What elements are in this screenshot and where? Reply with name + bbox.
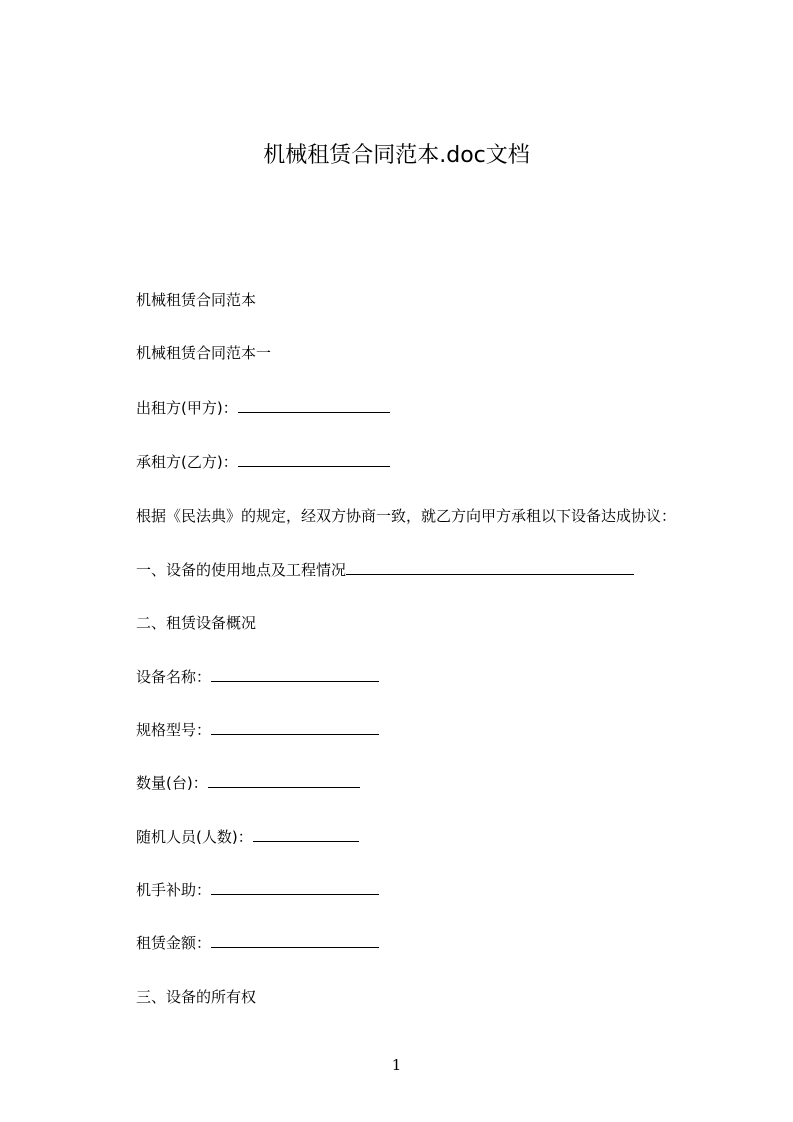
document-title: 机械租赁合同范本.doc文档 — [263, 143, 530, 168]
lessee-blank — [238, 451, 390, 467]
contract-heading — [136, 289, 256, 311]
operators-blank — [253, 826, 359, 842]
lessor-blank — [238, 397, 390, 413]
spec-model-label: 规格型号： — [136, 721, 212, 739]
contract-heading-text: 机械租赁合同范本 — [136, 291, 257, 309]
section-2-heading — [136, 612, 256, 634]
operators-line — [136, 826, 359, 848]
rental-amount-blank — [211, 932, 379, 948]
quantity-line — [136, 772, 360, 794]
contract-subheading — [136, 342, 271, 364]
quantity-label: 数量(台)： — [136, 774, 208, 792]
quantity-blank — [208, 772, 360, 788]
operators-label: 随机人员(人数)： — [136, 828, 253, 846]
lessee-line — [136, 451, 390, 473]
section-1-blank — [346, 559, 634, 575]
lessor-line — [136, 397, 390, 419]
section-3-heading — [136, 986, 256, 1008]
rental-amount-label: 租赁金额： — [136, 934, 212, 952]
rental-amount-line — [136, 932, 379, 954]
preamble-text: 根据《民法典》的规定，经双方协商一致，就乙方向甲方承租以下设备达成协议： — [136, 507, 677, 525]
preamble-paragraph — [136, 505, 676, 527]
operator-subsidy-line — [136, 879, 379, 901]
section-2-text: 二、租赁设备概况 — [136, 614, 257, 632]
section-1-line — [136, 559, 634, 581]
spec-model-line — [136, 719, 379, 741]
equipment-name-label: 设备名称： — [136, 668, 212, 686]
spec-model-blank — [211, 719, 379, 735]
lessor-label: 出租方(甲方)： — [136, 399, 238, 417]
equipment-name-blank — [211, 666, 379, 682]
page-number: 1 — [391, 1056, 402, 1074]
lessee-label: 承租方(乙方)： — [136, 453, 238, 471]
section-3-text: 三、设备的所有权 — [136, 988, 257, 1006]
section-1-text: 一、设备的使用地点及工程情况 — [136, 561, 347, 579]
operator-subsidy-label: 机手补助： — [136, 881, 212, 899]
contract-subheading-text: 机械租赁合同范本一 — [136, 344, 272, 362]
equipment-name-line — [136, 666, 379, 688]
operator-subsidy-blank — [211, 879, 379, 895]
